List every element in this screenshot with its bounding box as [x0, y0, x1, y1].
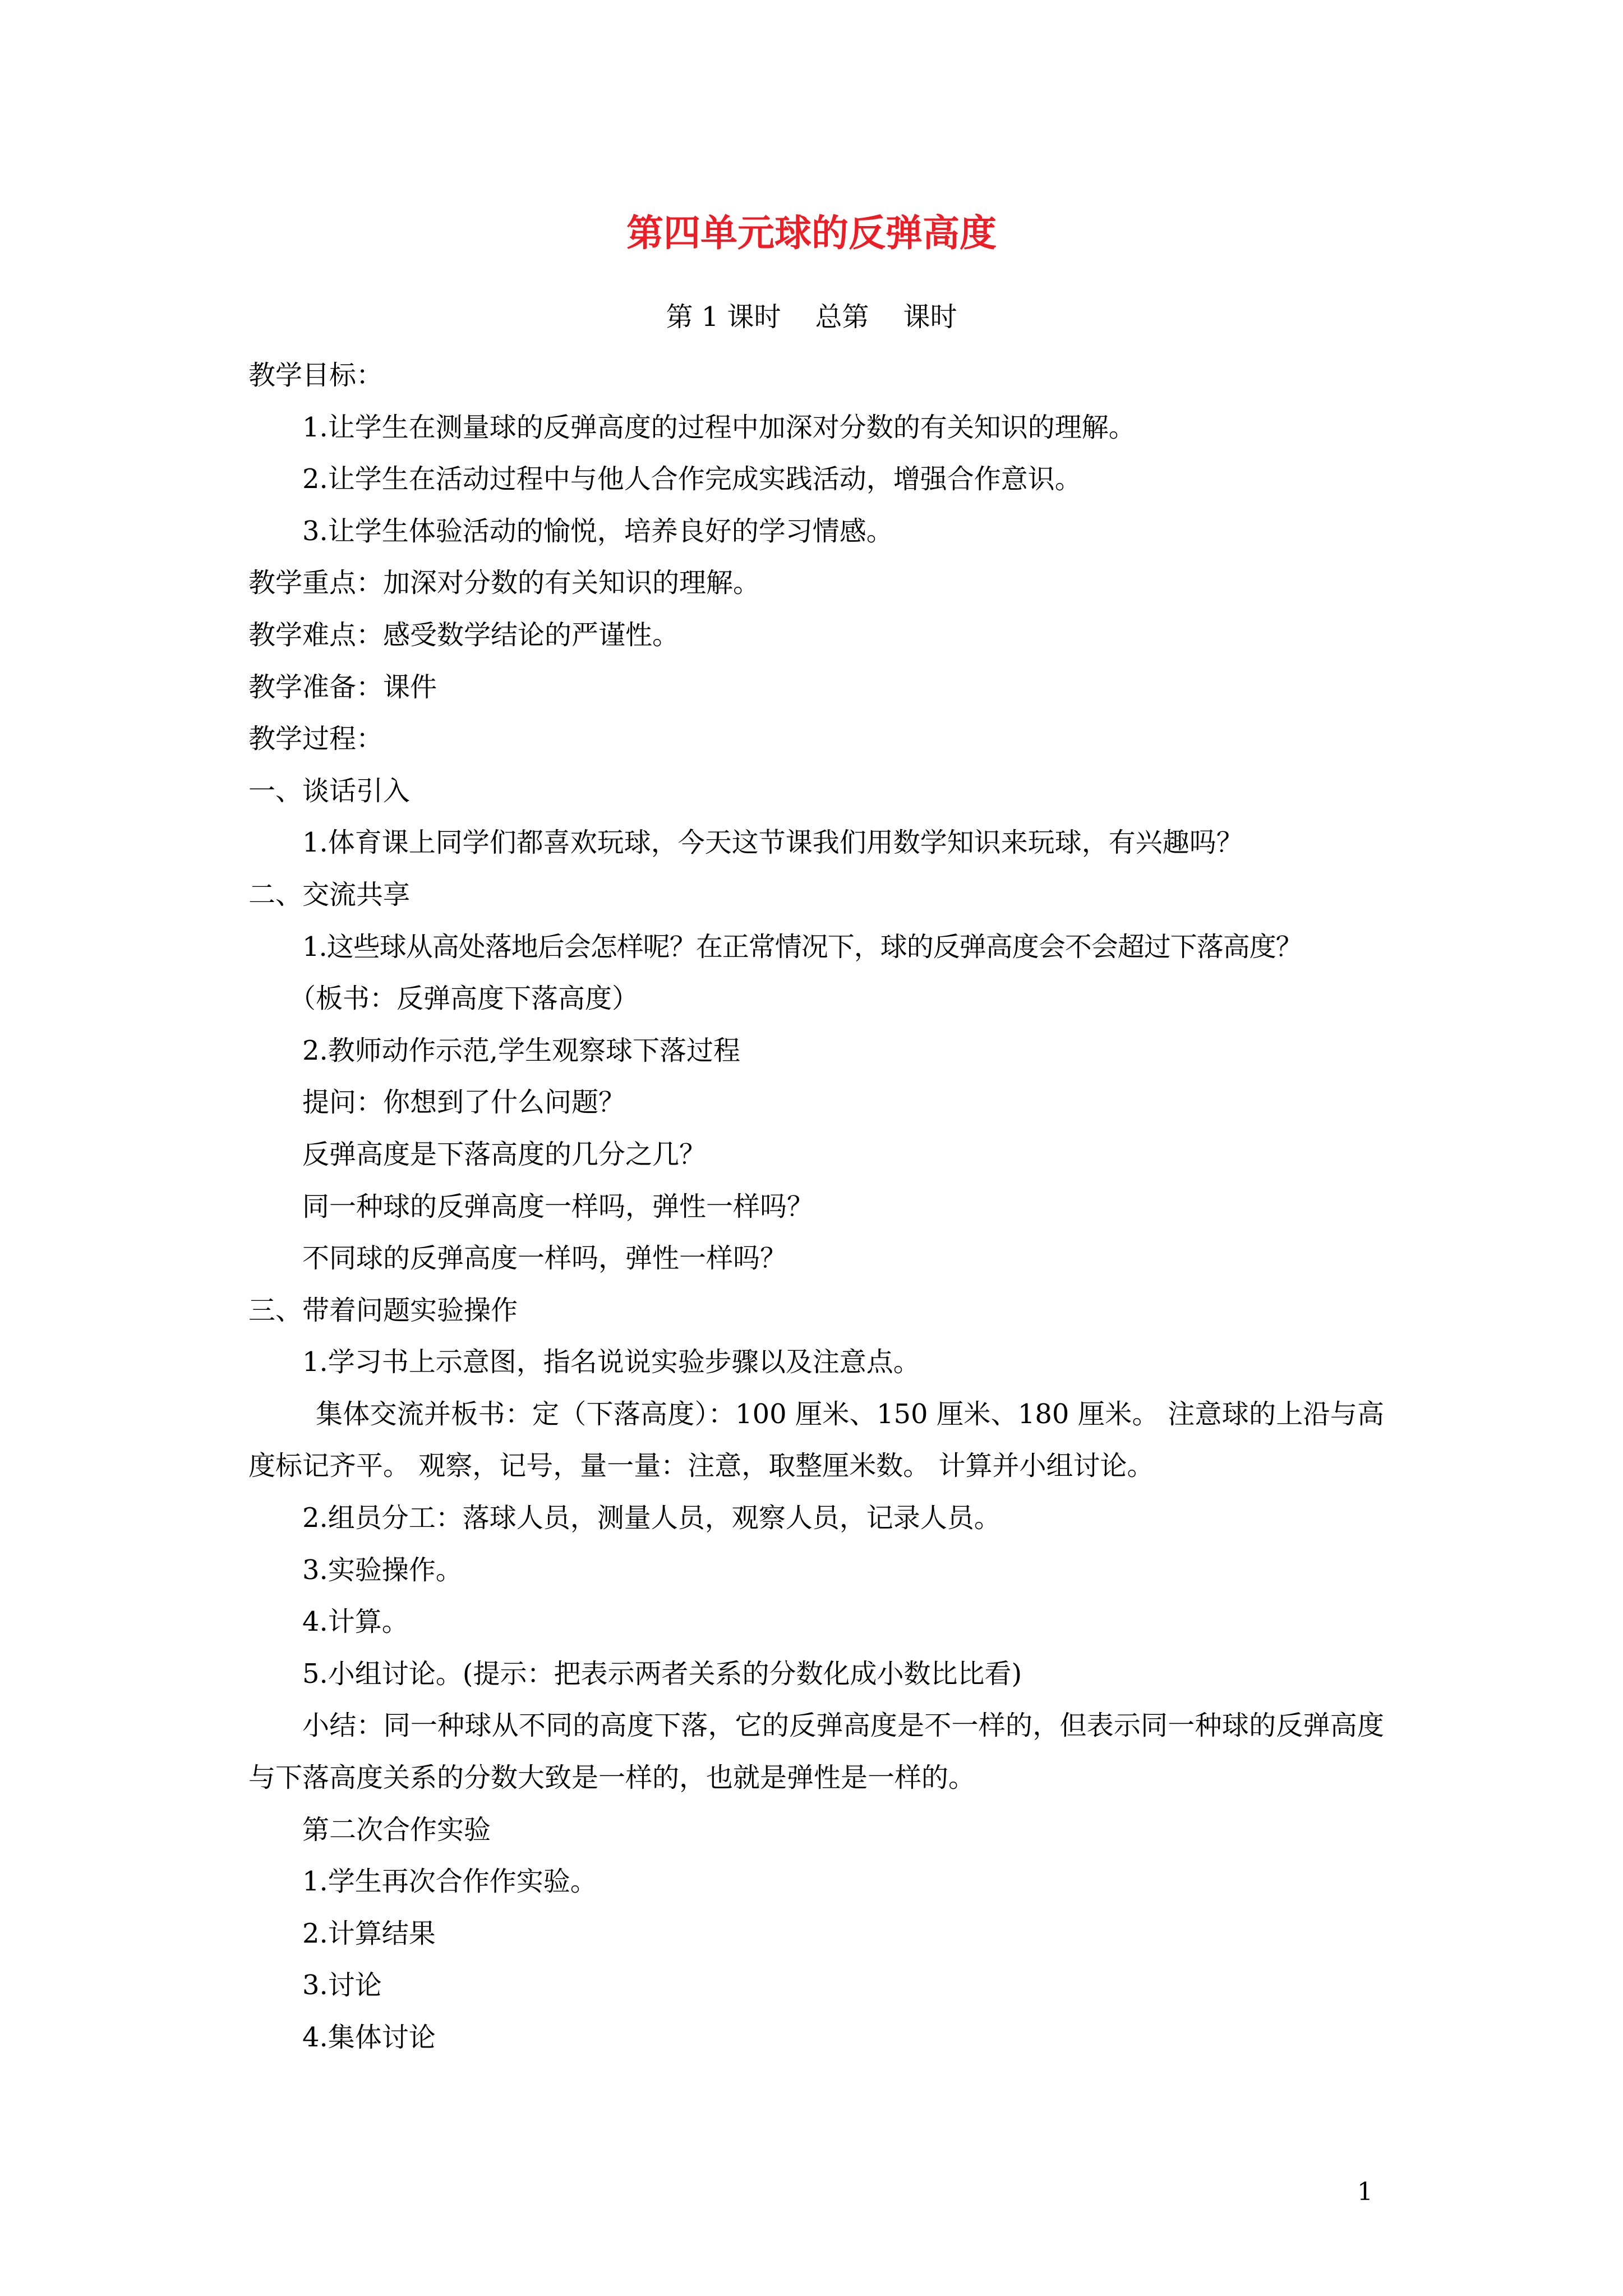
key-point: 教学重点：加深对分数的有关知识的理解。 — [248, 567, 760, 599]
section-item: 1.这些球从高处落地后会怎样呢？在正常情况下，球的反弹高度会不会超过下落高度？ — [302, 931, 1302, 963]
section-item: 不同球的反弹高度一样吗，弹性一样吗？ — [302, 1243, 787, 1274]
objectives-heading: 教学目标： — [248, 360, 384, 391]
section-item: 提问：你想到了什么问题？ — [302, 1087, 626, 1119]
lesson-info: 第 1 课时 总第 课时 — [666, 301, 957, 333]
section-item: （板书：反弹高度下落高度） — [289, 983, 639, 1015]
section-item: 1.学习书上示意图，指名说说实验步骤以及注意点。 — [302, 1346, 920, 1378]
section-item: 1.学生再次合作作实验。 — [302, 1866, 597, 1898]
section-heading: 三、带着问题实验操作 — [248, 1294, 518, 1326]
section-item: 2.教师动作示范,学生观察球下落过程 — [302, 1034, 741, 1066]
difficulty: 教学难点：感受数学结论的严谨性。 — [248, 619, 680, 651]
process-heading: 教学过程： — [248, 723, 384, 755]
section-item: 3.实验操作。 — [302, 1554, 463, 1586]
document-title: 第四单元球的反弹高度 — [626, 211, 997, 255]
section-heading: 一、谈话引入 — [248, 775, 411, 807]
section-item: 2.计算结果 — [302, 1917, 436, 1949]
objective-item: 2.让学生在活动过程中与他人合作完成实践活动，增强合作意识。 — [302, 463, 1082, 495]
section-item: 3.讨论 — [302, 1970, 382, 2001]
section-item: 4.集体讨论 — [302, 2022, 436, 2053]
section-item: 2.组员分工：落球人员，测量人员，观察人员，记录人员。 — [302, 1502, 1001, 1534]
section-item: 1.体育课上同学们都喜欢玩球，今天这节课我们用数学知识来玩球，有兴趣吗？ — [302, 827, 1243, 859]
board-note-paragraph: 集体交流并板书：定（下落高度）：100 厘米、150 厘米、180 厘米。 注意球的上沿与高度标记齐平。 观察，记号，量一量：注意，取整厘米数。 计算并小组讨论。 — [248, 1398, 1384, 1482]
section-item: 5.小组讨论。(提示：把表示两者关系的分数化成小数比比看) — [302, 1658, 1022, 1690]
objective-item: 3.让学生体验活动的愉悦，培养良好的学习情感。 — [302, 515, 893, 547]
objective-item: 1.让学生在测量球的反弹高度的过程中加深对分数的有关知识的理解。 — [302, 411, 1136, 443]
section-item: 反弹高度是下落高度的几分之几？ — [302, 1138, 707, 1170]
section-heading: 二、交流共享 — [248, 878, 411, 910]
section-item: 同一种球的反弹高度一样吗，弹性一样吗？ — [302, 1190, 814, 1222]
page-number: 1 — [1357, 2178, 1373, 2206]
preparation: 教学准备：课件 — [248, 671, 437, 703]
section-item: 4.计算。 — [302, 1606, 409, 1638]
document-body — [248, 349, 1384, 2064]
summary-paragraph: 小结：同一种球从不同的高度下落，它的反弹高度是不一样的，但表示同一种球的反弹高度与下落高度关系的分数大致是一样的，也就是弹性是一样的。 — [248, 1710, 1384, 1794]
second-experiment-heading: 第二次合作实验 — [302, 1814, 491, 1846]
